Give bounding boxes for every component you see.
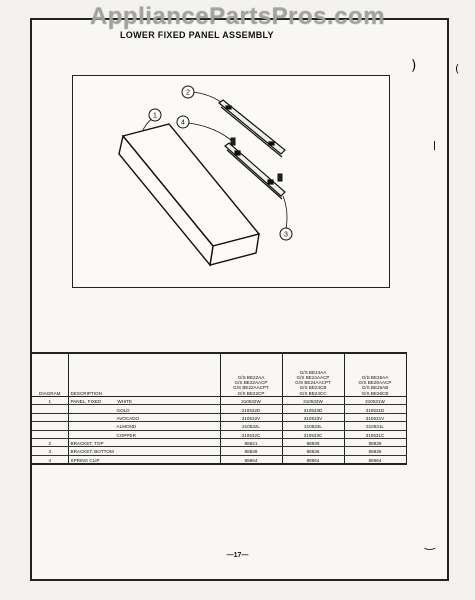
exploded-diagram (72, 75, 390, 288)
table-row: 2 BRACKET, TOP 88841 88839 88839 (32, 438, 406, 446)
table-row: COPPER 310532C 310533C 310531C (32, 430, 406, 438)
header-diagram: DIAGRAM (32, 353, 68, 397)
scan-mark: ) (411, 58, 417, 74)
page-title: LOWER FIXED PANEL ASSEMBLY (120, 30, 274, 40)
table-row: 4 SPRING CLIP 88664 88664 88664 (32, 455, 406, 464)
diagram-drawing (73, 76, 391, 289)
callout-2: 2 (186, 89, 190, 97)
table-row: AVOCADO 310532V 310533V 310531V (32, 413, 406, 421)
scan-mark: ‿ (425, 536, 435, 550)
table-header-row (32, 353, 406, 397)
scan-mark: ǀ (433, 140, 436, 151)
fixed-panel-drawing (119, 124, 259, 265)
callout-1: 1 (153, 112, 157, 120)
scan-mark: ( (455, 62, 460, 75)
parts-table (32, 352, 407, 465)
callout-3: 3 (284, 231, 288, 239)
header-model-group-2: G/S BE24AA G/S BE24AACP G/S BE24AACPT G/S BE24CB G/S BE24CC (282, 353, 344, 397)
page-number: —17— (226, 552, 249, 559)
table-row: GOLD 310532D 310533D 310531D (32, 405, 406, 413)
site-watermark: AppliancePartsPros.com (89, 3, 386, 30)
callout-4: 4 (181, 119, 185, 127)
table-row: 3 BRACKET, BOTTOM 88838 88836 88836 (32, 447, 406, 455)
header-description: DESCRIPTION (68, 353, 220, 397)
table-row: 1 PANEL, FIXED WHITE 310532W 310533W 310531W (32, 397, 406, 405)
header-model-group-3: G/S BE26AA G/S BE26AACP G/S BE26AB G/S BE26CB (344, 353, 406, 397)
table-row: ALMOND 310532L 310533L 310531L (32, 422, 406, 430)
header-model-group-1: G/S BE22AA G/S BE22AACP G/S BE22AACPT G/S BE22CP (220, 353, 282, 397)
